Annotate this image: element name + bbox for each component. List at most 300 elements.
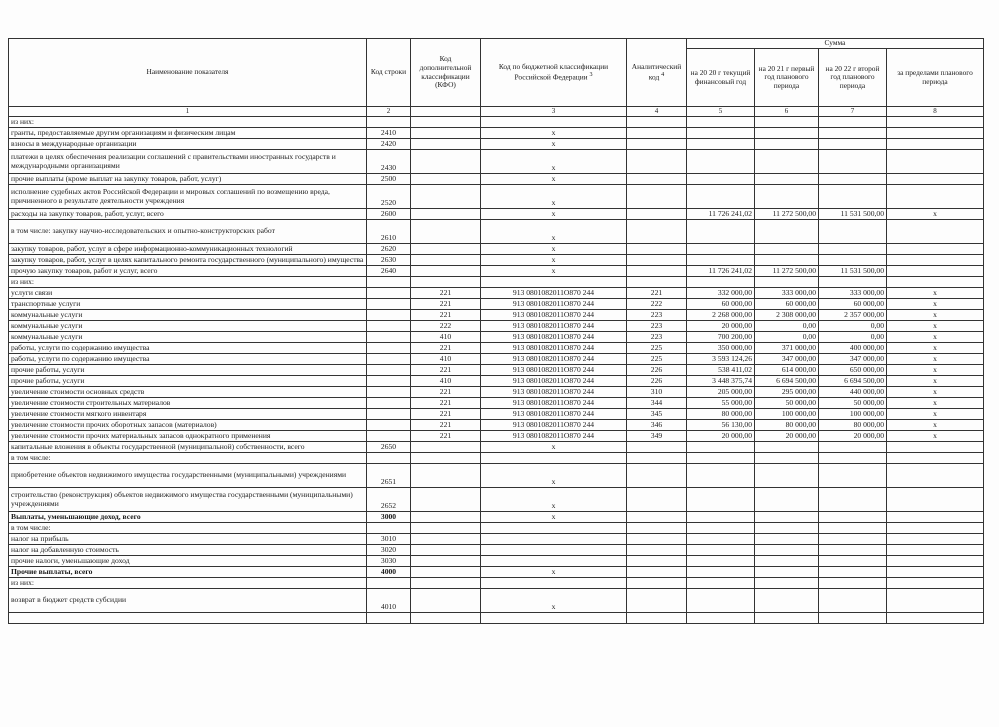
cell-code: 2600	[367, 209, 411, 220]
header-budget-text: Код по бюджетной классификации Российской Федерации	[498, 62, 609, 82]
cell-beyond	[887, 567, 984, 578]
cell-year-3	[819, 534, 887, 545]
cell-analytic	[627, 128, 687, 139]
cell-year-3	[819, 464, 887, 488]
cell-name: приобретение объектов недвижимого имущества государственными (муниципальными) учреждениями	[9, 464, 367, 488]
header-budget	[481, 39, 627, 107]
cell-budget: 913 0801082011О870 244	[481, 387, 627, 398]
cell-year-1	[687, 556, 755, 567]
cell-kfo	[411, 209, 481, 220]
cell-kfo	[411, 512, 481, 523]
col-num-7: 7	[819, 107, 887, 117]
cell-code	[367, 453, 411, 464]
cell-year-2	[755, 277, 819, 288]
header-beyond: за пределами планового периода	[887, 49, 984, 107]
cell-name: увеличение стоимости строительных материалов	[9, 398, 367, 409]
cell-code: 2610	[367, 220, 411, 244]
cell-year-3	[819, 220, 887, 244]
table-row	[9, 523, 984, 534]
cell-year-2: 0,00	[755, 321, 819, 332]
cell-year-3: 333 000,00	[819, 288, 887, 299]
cell-name: увеличение стоимости мягкого инвентаря	[9, 409, 367, 420]
cell-year-3	[819, 442, 887, 453]
cell-budget: 913 0801082011О870 244	[481, 376, 627, 387]
cell-budget: х	[481, 567, 627, 578]
table-row	[9, 310, 984, 321]
cell-beyond	[887, 453, 984, 464]
cell-budget	[481, 277, 627, 288]
cell-year-1	[687, 534, 755, 545]
cell-budget: 913 0801082011О870 244	[481, 288, 627, 299]
cell-analytic: 226	[627, 376, 687, 387]
cell-year-2	[755, 220, 819, 244]
cell-code	[367, 354, 411, 365]
cell-year-1: 538 411,02	[687, 365, 755, 376]
col-num-6: 6	[755, 107, 819, 117]
cell-year-1	[687, 185, 755, 209]
cell-analytic: 345	[627, 409, 687, 420]
cell-beyond: х	[887, 398, 984, 409]
cell-year-2: 0,00	[755, 332, 819, 343]
cell-year-3: 6 694 500,00	[819, 376, 887, 387]
cell-budget	[481, 578, 627, 589]
cell-budget: 913 0801082011О870 244	[481, 420, 627, 431]
cell-beyond: х	[887, 420, 984, 431]
cell-year-3	[819, 523, 887, 534]
cell-year-2: 614 000,00	[755, 365, 819, 376]
cell-budget: х	[481, 244, 627, 255]
cell-budget	[481, 534, 627, 545]
cell-analytic	[627, 174, 687, 185]
cell-year-1: 700 200,00	[687, 332, 755, 343]
table-row	[9, 266, 984, 277]
cell-code: 2652	[367, 488, 411, 512]
cell-kfo	[411, 150, 481, 174]
cell-name: возврат в бюджет средств субсидии	[9, 589, 367, 613]
cell-year-3	[819, 556, 887, 567]
cell-budget: х	[481, 185, 627, 209]
cell-kfo: 410	[411, 354, 481, 365]
col-num-2: 2	[367, 107, 411, 117]
cell-year-1	[687, 453, 755, 464]
cell-budget	[481, 117, 627, 128]
cell-budget	[481, 545, 627, 556]
cell-year-3: 60 000,00	[819, 299, 887, 310]
header-sum: Сумма	[687, 39, 984, 49]
cell-name: увеличение стоимости прочих материальных запасов однократного применения	[9, 431, 367, 442]
cell-beyond	[887, 150, 984, 174]
cell-year-1: 55 000,00	[687, 398, 755, 409]
cell-year-1: 2 268 000,00	[687, 310, 755, 321]
cell-kfo	[411, 534, 481, 545]
cell-budget: 913 0801082011О870 244	[481, 332, 627, 343]
header-name: Наименование показателя	[9, 39, 367, 107]
cell-code: 2430	[367, 150, 411, 174]
cell-name: из них:	[9, 578, 367, 589]
cell-beyond	[887, 277, 984, 288]
cell-beyond	[887, 139, 984, 150]
cell-year-1	[687, 578, 755, 589]
cell-analytic	[627, 534, 687, 545]
table-row	[9, 174, 984, 185]
cell-code	[367, 277, 411, 288]
cell-beyond: х	[887, 387, 984, 398]
col-num-5: 5	[687, 107, 755, 117]
cell-budget: 913 0801082011О870 244	[481, 398, 627, 409]
cell-kfo	[411, 613, 481, 624]
cell-name: коммунальные услуги	[9, 321, 367, 332]
cell-year-2: 295 000,00	[755, 387, 819, 398]
cell-budget: х	[481, 512, 627, 523]
cell-kfo	[411, 442, 481, 453]
cell-beyond	[887, 266, 984, 277]
cell-beyond	[887, 578, 984, 589]
cell-beyond	[887, 255, 984, 266]
cell-year-3	[819, 150, 887, 174]
cell-name: коммунальные услуги	[9, 332, 367, 343]
cell-code	[367, 523, 411, 534]
table-row	[9, 442, 984, 453]
cell-year-1: 3 593 124,26	[687, 354, 755, 365]
cell-year-2: 60 000,00	[755, 299, 819, 310]
cell-code	[367, 332, 411, 343]
cell-year-2	[755, 255, 819, 266]
cell-analytic: 223	[627, 332, 687, 343]
table-row	[9, 409, 984, 420]
cell-code: 2620	[367, 244, 411, 255]
cell-year-1	[687, 220, 755, 244]
cell-code: 2420	[367, 139, 411, 150]
cell-year-3	[819, 244, 887, 255]
cell-budget: х	[481, 589, 627, 613]
table-row	[9, 128, 984, 139]
cell-kfo	[411, 589, 481, 613]
cell-year-2	[755, 567, 819, 578]
cell-year-1: 332 000,00	[687, 288, 755, 299]
cell-beyond	[887, 442, 984, 453]
cell-budget: 913 0801082011О870 244	[481, 409, 627, 420]
cell-year-2: 50 000,00	[755, 398, 819, 409]
table-row	[9, 398, 984, 409]
cell-year-3: 20 000,00	[819, 431, 887, 442]
table-row	[9, 488, 984, 512]
cell-name: прочие работы, услуги	[9, 376, 367, 387]
cell-budget: х	[481, 139, 627, 150]
cell-kfo	[411, 220, 481, 244]
cell-year-1	[687, 512, 755, 523]
cell-budget	[481, 453, 627, 464]
table-row	[9, 365, 984, 376]
cell-code: 4000	[367, 567, 411, 578]
table-row	[9, 343, 984, 354]
cell-year-3	[819, 545, 887, 556]
cell-year-3: 440 000,00	[819, 387, 887, 398]
cell-year-2: 347 000,00	[755, 354, 819, 365]
cell-analytic	[627, 556, 687, 567]
cell-kfo: 221	[411, 343, 481, 354]
col-num-3: 3	[481, 107, 627, 117]
cell-year-1	[687, 139, 755, 150]
cell-analytic	[627, 464, 687, 488]
cell-year-1: 56 130,00	[687, 420, 755, 431]
cell-analytic: 225	[627, 354, 687, 365]
cell-year-3	[819, 277, 887, 288]
cell-year-1: 20 000,00	[687, 431, 755, 442]
table-row	[9, 185, 984, 209]
cell-year-3: 400 000,00	[819, 343, 887, 354]
cell-year-2	[755, 150, 819, 174]
cell-kfo: 221	[411, 409, 481, 420]
cell-year-3: 100 000,00	[819, 409, 887, 420]
cell-kfo: 221	[411, 387, 481, 398]
cell-year-3	[819, 174, 887, 185]
cell-analytic	[627, 244, 687, 255]
cell-budget: х	[481, 128, 627, 139]
cell-kfo: 221	[411, 288, 481, 299]
cell-budget: 913 0801082011О870 244	[481, 310, 627, 321]
table-row	[9, 299, 984, 310]
header-year-3: на 20 22 г второй год планового периода	[819, 49, 887, 107]
cell-year-3	[819, 185, 887, 209]
cell-name: прочие выплаты (кроме выплат на закупку товаров, работ, услуг)	[9, 174, 367, 185]
cell-year-1	[687, 442, 755, 453]
table-row	[9, 117, 984, 128]
cell-year-2: 11 272 500,00	[755, 266, 819, 277]
cell-name: транспортные услуги	[9, 299, 367, 310]
cell-year-2	[755, 174, 819, 185]
cell-analytic	[627, 453, 687, 464]
cell-beyond: х	[887, 288, 984, 299]
table-row	[9, 589, 984, 613]
cell-beyond: х	[887, 343, 984, 354]
cell-code	[367, 310, 411, 321]
cell-year-2	[755, 117, 819, 128]
cell-year-2	[755, 613, 819, 624]
cell-code: 2520	[367, 185, 411, 209]
cell-year-2	[755, 453, 819, 464]
table-row	[9, 150, 984, 174]
cell-analytic	[627, 523, 687, 534]
table-row	[9, 453, 984, 464]
cell-kfo: 221	[411, 420, 481, 431]
cell-beyond	[887, 464, 984, 488]
cell-year-2	[755, 488, 819, 512]
cell-beyond	[887, 488, 984, 512]
cell-year-2	[755, 523, 819, 534]
cell-beyond	[887, 556, 984, 567]
cell-kfo	[411, 545, 481, 556]
cell-code	[367, 299, 411, 310]
cell-year-3: 0,00	[819, 321, 887, 332]
cell-name: прочую закупку товаров, работ и услуг, всего	[9, 266, 367, 277]
cell-beyond: х	[887, 321, 984, 332]
cell-analytic	[627, 567, 687, 578]
table-row	[9, 556, 984, 567]
table-row	[9, 431, 984, 442]
table-row	[9, 354, 984, 365]
cell-code: 3030	[367, 556, 411, 567]
cell-beyond: х	[887, 365, 984, 376]
cell-kfo: 221	[411, 365, 481, 376]
cell-analytic	[627, 578, 687, 589]
cell-year-2	[755, 556, 819, 567]
cell-kfo	[411, 139, 481, 150]
cell-budget: х	[481, 150, 627, 174]
cell-code: 2650	[367, 442, 411, 453]
cell-year-3	[819, 512, 887, 523]
cell-code: 2651	[367, 464, 411, 488]
cell-beyond: х	[887, 299, 984, 310]
cell-budget	[481, 613, 627, 624]
cell-analytic: 349	[627, 431, 687, 442]
cell-name: расходы на закупку товаров, работ, услуг, всего	[9, 209, 367, 220]
cell-year-2	[755, 578, 819, 589]
table-row	[9, 139, 984, 150]
cell-year-3	[819, 255, 887, 266]
cell-analytic	[627, 277, 687, 288]
cell-year-1	[687, 255, 755, 266]
col-num-1: 1	[9, 107, 367, 117]
cell-beyond	[887, 185, 984, 209]
cell-year-1: 350 000,00	[687, 343, 755, 354]
cell-year-3: 0,00	[819, 332, 887, 343]
cell-beyond: х	[887, 409, 984, 420]
cell-analytic	[627, 266, 687, 277]
cell-year-2: 371 000,00	[755, 343, 819, 354]
cell-name: Выплаты, уменьшающие доход, всего	[9, 512, 367, 523]
cell-year-1	[687, 488, 755, 512]
cell-name: капитальные вложения в объекты государственной (муниципальной) собственности, всего	[9, 442, 367, 453]
cell-year-3: 11 531 500,00	[819, 209, 887, 220]
cell-budget	[481, 556, 627, 567]
cell-beyond: х	[887, 376, 984, 387]
cell-name: строительство (реконструкция) объектов недвижимого имущества государственными (муниципальными) учреждениями	[9, 488, 367, 512]
cell-year-1	[687, 277, 755, 288]
cell-year-2: 6 694 500,00	[755, 376, 819, 387]
cell-name: платежи в целях обеспечения реализации соглашений с правительствами иностранных государств и международными организациями	[9, 150, 367, 174]
cell-code	[367, 613, 411, 624]
cell-name: увеличение стоимости прочих оборотных запасов (материалов)	[9, 420, 367, 431]
table-row	[9, 244, 984, 255]
cell-analytic	[627, 442, 687, 453]
cell-year-3	[819, 578, 887, 589]
col-num-4: 4	[627, 107, 687, 117]
cell-budget: 913 0801082011О870 244	[481, 321, 627, 332]
cell-year-2	[755, 442, 819, 453]
table-row	[9, 567, 984, 578]
plan-table	[8, 38, 984, 624]
cell-year-3	[819, 117, 887, 128]
table-row	[9, 288, 984, 299]
cell-beyond	[887, 523, 984, 534]
cell-analytic: 223	[627, 321, 687, 332]
cell-name: из них:	[9, 277, 367, 288]
cell-analytic	[627, 589, 687, 613]
cell-year-1	[687, 117, 755, 128]
cell-code	[367, 387, 411, 398]
cell-beyond: х	[887, 310, 984, 321]
cell-kfo: 222	[411, 321, 481, 332]
cell-name: работы, услуги по содержанию имущества	[9, 343, 367, 354]
cell-analytic: 226	[627, 365, 687, 376]
cell-year-3	[819, 567, 887, 578]
cell-year-2	[755, 244, 819, 255]
cell-analytic	[627, 209, 687, 220]
cell-beyond: х	[887, 431, 984, 442]
cell-code	[367, 420, 411, 431]
cell-analytic	[627, 150, 687, 174]
cell-name: прочие работы, услуги	[9, 365, 367, 376]
cell-year-1: 80 000,00	[687, 409, 755, 420]
cell-code	[367, 431, 411, 442]
cell-year-3: 2 357 000,00	[819, 310, 887, 321]
cell-budget: 913 0801082011О870 244	[481, 365, 627, 376]
cell-analytic	[627, 255, 687, 266]
cell-name: в том числе:	[9, 453, 367, 464]
table-row	[9, 464, 984, 488]
header-budget-sup: 3	[589, 71, 593, 78]
cell-name: в том числе:	[9, 523, 367, 534]
header-year-1: на 20 20 г текущий финансовый год	[687, 49, 755, 107]
cell-beyond	[887, 244, 984, 255]
cell-kfo	[411, 277, 481, 288]
cell-code: 2630	[367, 255, 411, 266]
table-row	[9, 332, 984, 343]
cell-beyond	[887, 545, 984, 556]
cell-year-1: 60 000,00	[687, 299, 755, 310]
cell-kfo	[411, 185, 481, 209]
cell-name: исполнение судебных актов Российской Федерации и мировых соглашений по возмещению вреда, причиненного в результате деятельности учреждения	[9, 185, 367, 209]
cell-code	[367, 398, 411, 409]
table-row	[9, 387, 984, 398]
cell-name: взносы в международные организации	[9, 139, 367, 150]
cell-beyond	[887, 174, 984, 185]
cell-budget: х	[481, 464, 627, 488]
cell-year-2: 100 000,00	[755, 409, 819, 420]
cell-analytic	[627, 220, 687, 244]
cell-beyond	[887, 534, 984, 545]
cell-code: 3020	[367, 545, 411, 556]
cell-beyond: х	[887, 332, 984, 343]
cell-kfo: 221	[411, 299, 481, 310]
cell-kfo: 221	[411, 310, 481, 321]
cell-year-3: 11 531 500,00	[819, 266, 887, 277]
cell-analytic	[627, 185, 687, 209]
cell-code: 2500	[367, 174, 411, 185]
cell-year-2	[755, 534, 819, 545]
header-analytic-text: Аналитический код	[631, 62, 682, 82]
cell-year-3: 650 000,00	[819, 365, 887, 376]
cell-code: 4010	[367, 589, 411, 613]
table-row	[9, 321, 984, 332]
cell-name: закупку товаров, работ, услуг в целях капитального ремонта государственного (муниципального) имущества	[9, 255, 367, 266]
cell-budget: х	[481, 220, 627, 244]
cell-analytic: 223	[627, 310, 687, 321]
cell-beyond	[887, 117, 984, 128]
cell-year-2	[755, 128, 819, 139]
cell-kfo	[411, 567, 481, 578]
cell-year-2	[755, 545, 819, 556]
cell-kfo	[411, 523, 481, 534]
cell-name: услуги связи	[9, 288, 367, 299]
cell-year-3	[819, 488, 887, 512]
cell-year-2	[755, 512, 819, 523]
cell-analytic: 344	[627, 398, 687, 409]
cell-kfo	[411, 174, 481, 185]
col-num-3-kfo	[411, 107, 481, 117]
cell-year-1	[687, 613, 755, 624]
cell-budget: 913 0801082011О870 244	[481, 354, 627, 365]
